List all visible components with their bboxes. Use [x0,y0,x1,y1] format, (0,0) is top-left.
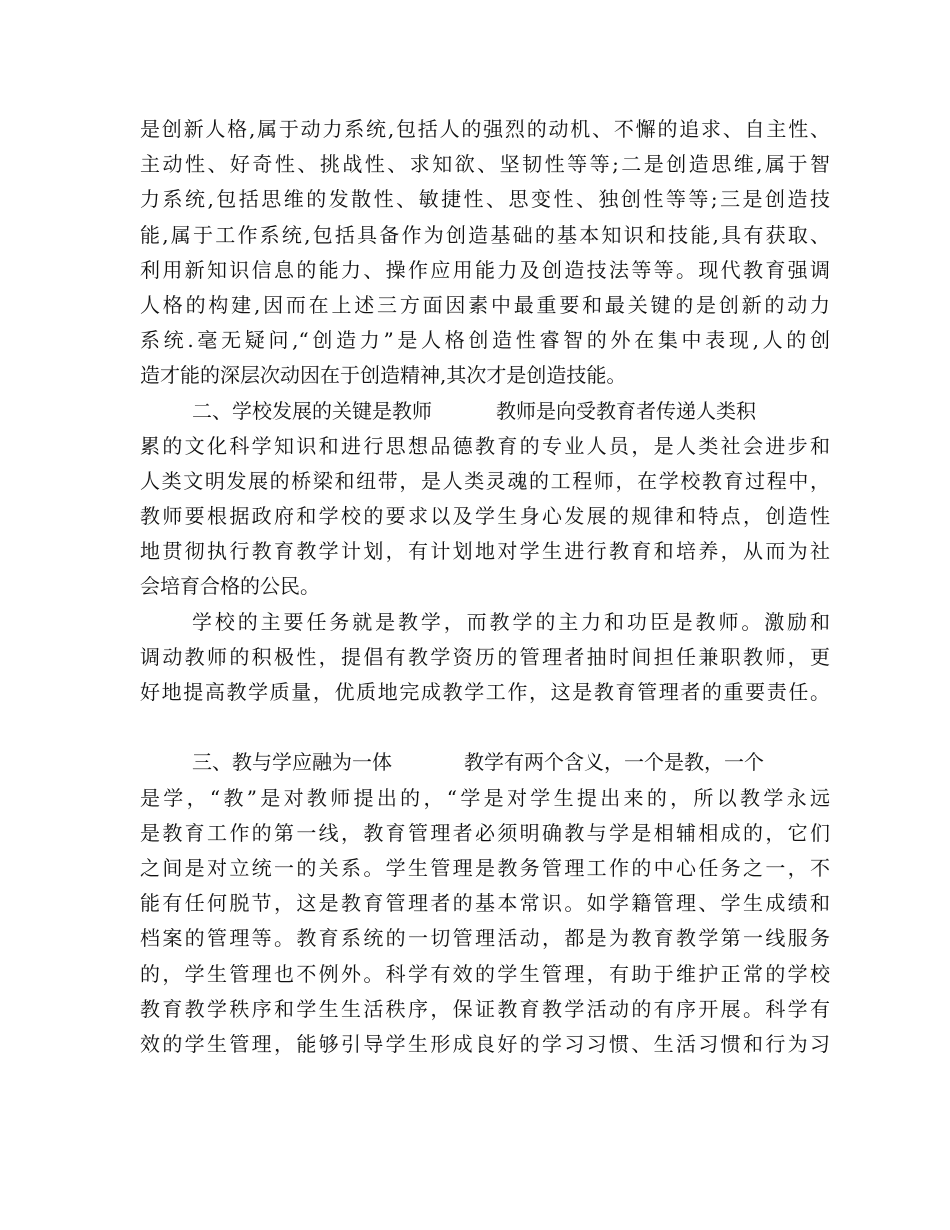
paragraph-innovation-personality [140,112,830,394]
text-line: 累的文化科学知识和进行思想品德教育的专业人员，是人类社会进步和 [140,433,830,458]
text-line: 能,属于工作系统,包括具备作为创造基础的基本知识和技能,具有获取、 [140,222,830,247]
text-line: 学校的主要任务就是教学，而教学的主力和功臣是教师。激励和 [192,609,830,634]
text-line: 人类文明发展的桥梁和纽带，是人类灵魂的工程师，在学校教育过程中， [140,468,830,493]
text-line: 调动教师的积极性，提倡有教学资历的管理者抽时间担任兼职教师，更 [140,644,830,669]
text-span: 教师是向受教育者传递人类积 [496,398,756,423]
text-line: 是学，“教”是对教师提出的，“学是对学生提出来的，所以教学永远 [140,785,830,810]
text-line: 人格的构建,因而在上述三方面因素中最重要和最关键的是创新的动力 [140,292,830,317]
text-line: 之间是对立统一的关系。学生管理是教务管理工作的中心任务之一，不 [140,855,830,880]
text-line: 教育教学秩序和学生生活秩序，保证教育教学活动的有序开展。科学有 [140,996,830,1021]
text-line: 效的学生管理，能够引导学生形成良好的学习习惯、生活习惯和行为习 [140,1031,830,1056]
paragraph-teacher-task [140,605,830,711]
paragraph-section-two [140,394,830,605]
text-line: 好地提高教学质量，优质地完成教学工作，这是教育管理者的重要责任。 [140,680,830,704]
text-line: 教师要根据政府和学校的要求以及学生身心发展的规律和特点，创造性 [140,504,830,529]
text-line: 利用新知识信息的能力、操作应用能力及创造技法等等。现代教育强调 [140,257,830,282]
text-line: 力系统,包括思维的发散性、敏捷性、思变性、独创性等等;三是创造技 [140,187,830,212]
section-heading: 三、教与学应融为一体 [192,750,392,775]
document-body [140,112,830,1062]
text-line: 造才能的深层次动因在于创造精神,其次才是创造技能。 [140,363,627,388]
text-line: 的，学生管理也不例外。科学有效的学生管理，有助于维护正常的学校 [140,961,830,986]
paragraph-section-three [140,745,830,1062]
blank-line [140,710,830,745]
text-line: 系统.毫无疑问,“创造力”是人格创造性睿智的外在集中表现,人的创 [140,328,830,353]
section-heading: 二、学校发展的关键是教师 [192,398,432,423]
text-line: 是教育工作的第一线，教育管理者必须明确教与学是相辅相成的，它们 [140,820,830,845]
text-span: 教学有两个含义，一个是教，一个 [464,750,764,775]
text-line: 会培育合格的公民。 [140,574,320,599]
text-line: 档案的管理等。教育系统的一切管理活动，都是为教育教学第一线服务 [140,926,830,951]
text-line: 能有任何脱节，这是教育管理者的基本常识。如学籍管理、学生成绩和 [140,891,830,916]
text-line [140,394,830,429]
text-line [140,745,830,780]
text-line: 主动性、好奇性、挑战性、求知欲、坚韧性等等;二是创造思维,属于智 [140,152,830,177]
text-line: 地贯彻执行教育教学计划，有计划地对学生进行教育和培养，从而为社 [140,539,830,564]
text-line: 是创新人格,属于动力系统,包括人的强烈的动机、不懈的追求、自主性、 [140,117,830,141]
